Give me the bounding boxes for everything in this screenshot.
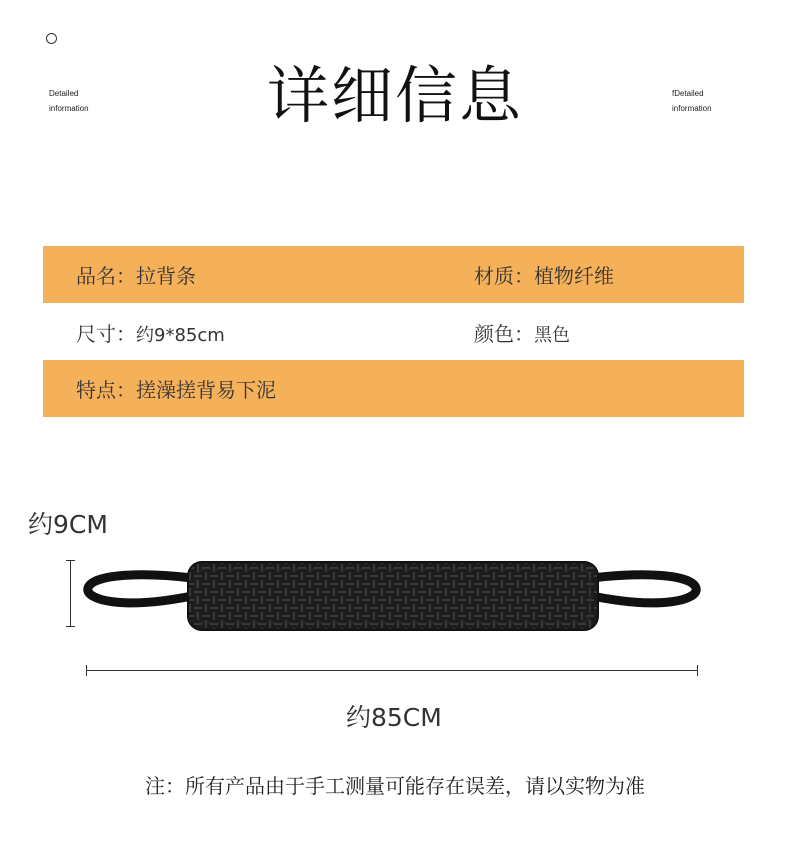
product-material bbox=[474, 260, 614, 289]
info-row-size-color bbox=[43, 304, 744, 360]
height-dimension-line bbox=[70, 560, 71, 626]
product-color bbox=[474, 318, 570, 347]
product-name-value: 拉背条 bbox=[136, 264, 196, 288]
product-feature bbox=[76, 374, 276, 403]
info-row-name-material bbox=[43, 246, 744, 303]
detailed-info-caption-left: Detailed information bbox=[49, 89, 89, 113]
feature-label: 特点： bbox=[76, 378, 136, 402]
size-label: 尺寸： bbox=[76, 321, 136, 346]
product-size bbox=[76, 318, 225, 347]
width-dimension-line bbox=[86, 670, 697, 671]
detailed-info-caption-right: fDetailed information bbox=[672, 89, 712, 113]
height-dimension-label: 约9CM bbox=[28, 510, 108, 539]
product-name-label: 品名： bbox=[76, 264, 136, 288]
width-dimension-cap-left bbox=[86, 665, 87, 676]
width-dimension-label: 约85CM bbox=[346, 703, 442, 732]
height-dimension-cap-bottom bbox=[66, 626, 75, 627]
size-value: 约9*85cm bbox=[136, 324, 225, 346]
circle-icon bbox=[46, 33, 57, 44]
width-dimension-cap-right bbox=[697, 665, 698, 676]
page-title: 详细信息 bbox=[266, 59, 523, 132]
color-label: 颜色： bbox=[474, 321, 534, 346]
color-value: 黑色 bbox=[534, 324, 570, 346]
height-dimension-cap-top bbox=[66, 560, 75, 561]
material-value: 植物纤维 bbox=[534, 264, 614, 288]
back-scrubber-strap-image bbox=[82, 556, 702, 632]
feature-value: 搓澡搓背易下泥 bbox=[136, 378, 276, 402]
material-label: 材质： bbox=[474, 264, 534, 288]
info-row-feature bbox=[43, 360, 744, 417]
product-name bbox=[76, 260, 196, 289]
measurement-disclaimer: 注：所有产品由于手工测量可能存在误差，请以实物为准 bbox=[145, 774, 645, 798]
